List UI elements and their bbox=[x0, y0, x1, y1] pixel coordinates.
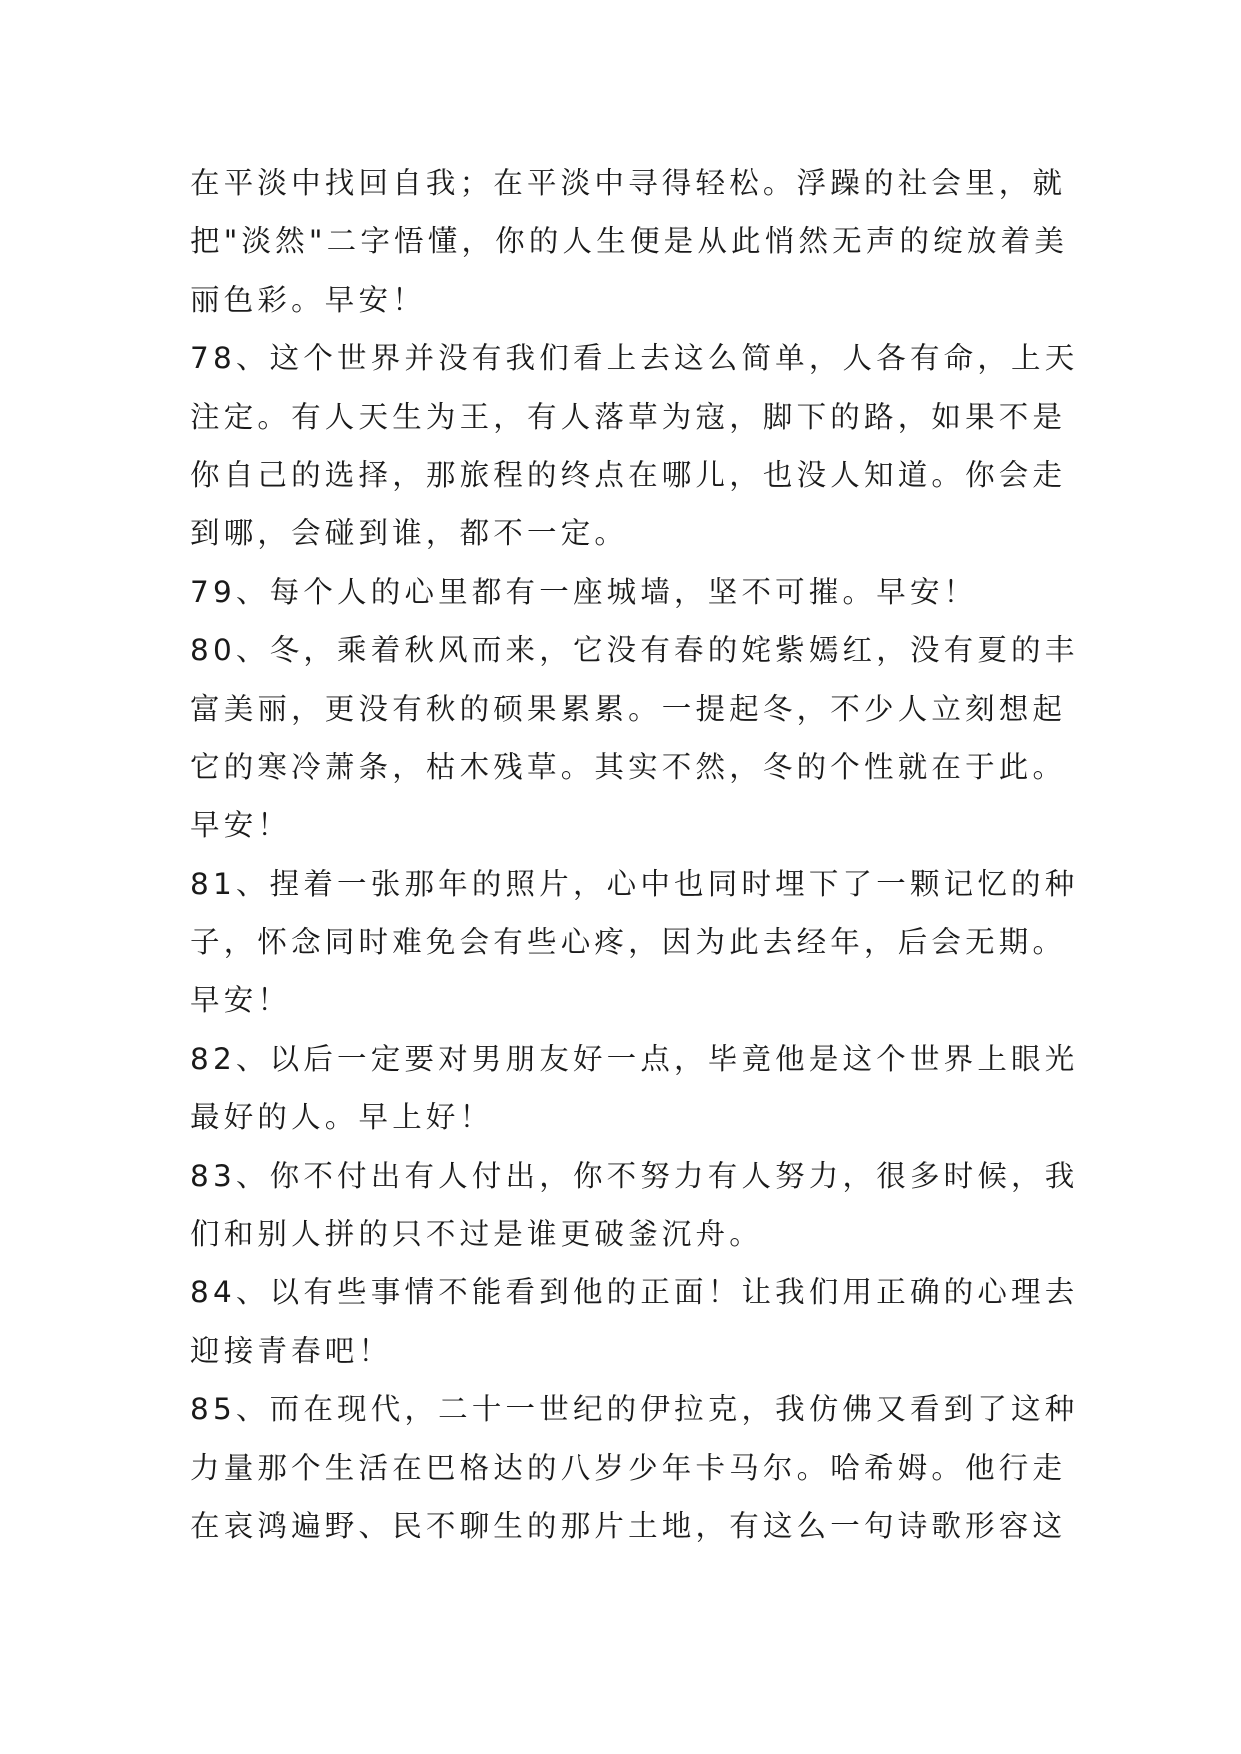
text-line: 迎接青春吧！ bbox=[190, 1333, 393, 1368]
text-line: 85、而在现代，二十一世纪的伊拉克，我仿佛又看到了这种 bbox=[190, 1392, 1079, 1427]
text-line: 你自己的选择，那旅程的终点在哪儿，也没人知道。你会走 bbox=[190, 457, 1067, 492]
text-line: 最好的人。早上好！ bbox=[190, 1100, 494, 1135]
text-line: 注定。有人天生为王，有人落草为寇，脚下的路，如果不是 bbox=[190, 399, 1067, 434]
text-line: 子，怀念同时难免会有些心疼，因为此去经年，后会无期。 bbox=[190, 925, 1067, 960]
text-line: 到哪，会碰到谁，都不一定。 bbox=[190, 516, 629, 551]
text-line: 80、冬，乘着秋风而来，它没有春的姹紫嫣红，没有夏的丰 bbox=[190, 633, 1079, 668]
text-line: 早安！ bbox=[190, 808, 292, 843]
text-line: 富美丽，更没有秋的硕果累累。一提起冬，不少人立刻想起 bbox=[190, 691, 1067, 726]
text-line: 82、以后一定要对男朋友好一点，毕竟他是这个世界上眼光 bbox=[190, 1041, 1079, 1076]
body-text bbox=[190, 154, 1079, 1555]
text-line: 们和别人拼的只不过是谁更破釜沉舟。 bbox=[190, 1217, 763, 1252]
text-line: 78、这个世界并没有我们看上去这么简单，人各有命，上天 bbox=[190, 341, 1079, 376]
text-line: 在哀鸿遍野、民不聊生的那片土地，有这么一句诗歌形容这 bbox=[190, 1508, 1067, 1543]
text-line: 力量那个生活在巴格达的八岁少年卡马尔。哈希姆。他行走 bbox=[190, 1450, 1067, 1485]
text-line: 早安！ bbox=[190, 983, 292, 1018]
text-line: 81、捏着一张那年的照片，心中也同时埋下了一颗记忆的种 bbox=[190, 866, 1079, 901]
text-line: 83、你不付出有人付出，你不努力有人努力，很多时候，我 bbox=[190, 1158, 1079, 1193]
text-line: 84、以有些事情不能看到他的正面！让我们用正确的心理去 bbox=[190, 1275, 1079, 1310]
text-line: 79、每个人的心里都有一座城墙，坚不可摧。早安！ bbox=[190, 574, 978, 609]
text-line: 把"淡然"二字悟懂，你的人生便是从此悄然无声的绽放着美 bbox=[190, 224, 1069, 259]
text-line: 丽色彩。早安！ bbox=[190, 282, 426, 317]
text-line: 它的寒冷萧条，枯木残草。其实不然，冬的个性就在于此。 bbox=[190, 749, 1067, 784]
text-line: 在平淡中找回自我；在平淡中寻得轻松。浮躁的社会里，就 bbox=[190, 166, 1067, 200]
